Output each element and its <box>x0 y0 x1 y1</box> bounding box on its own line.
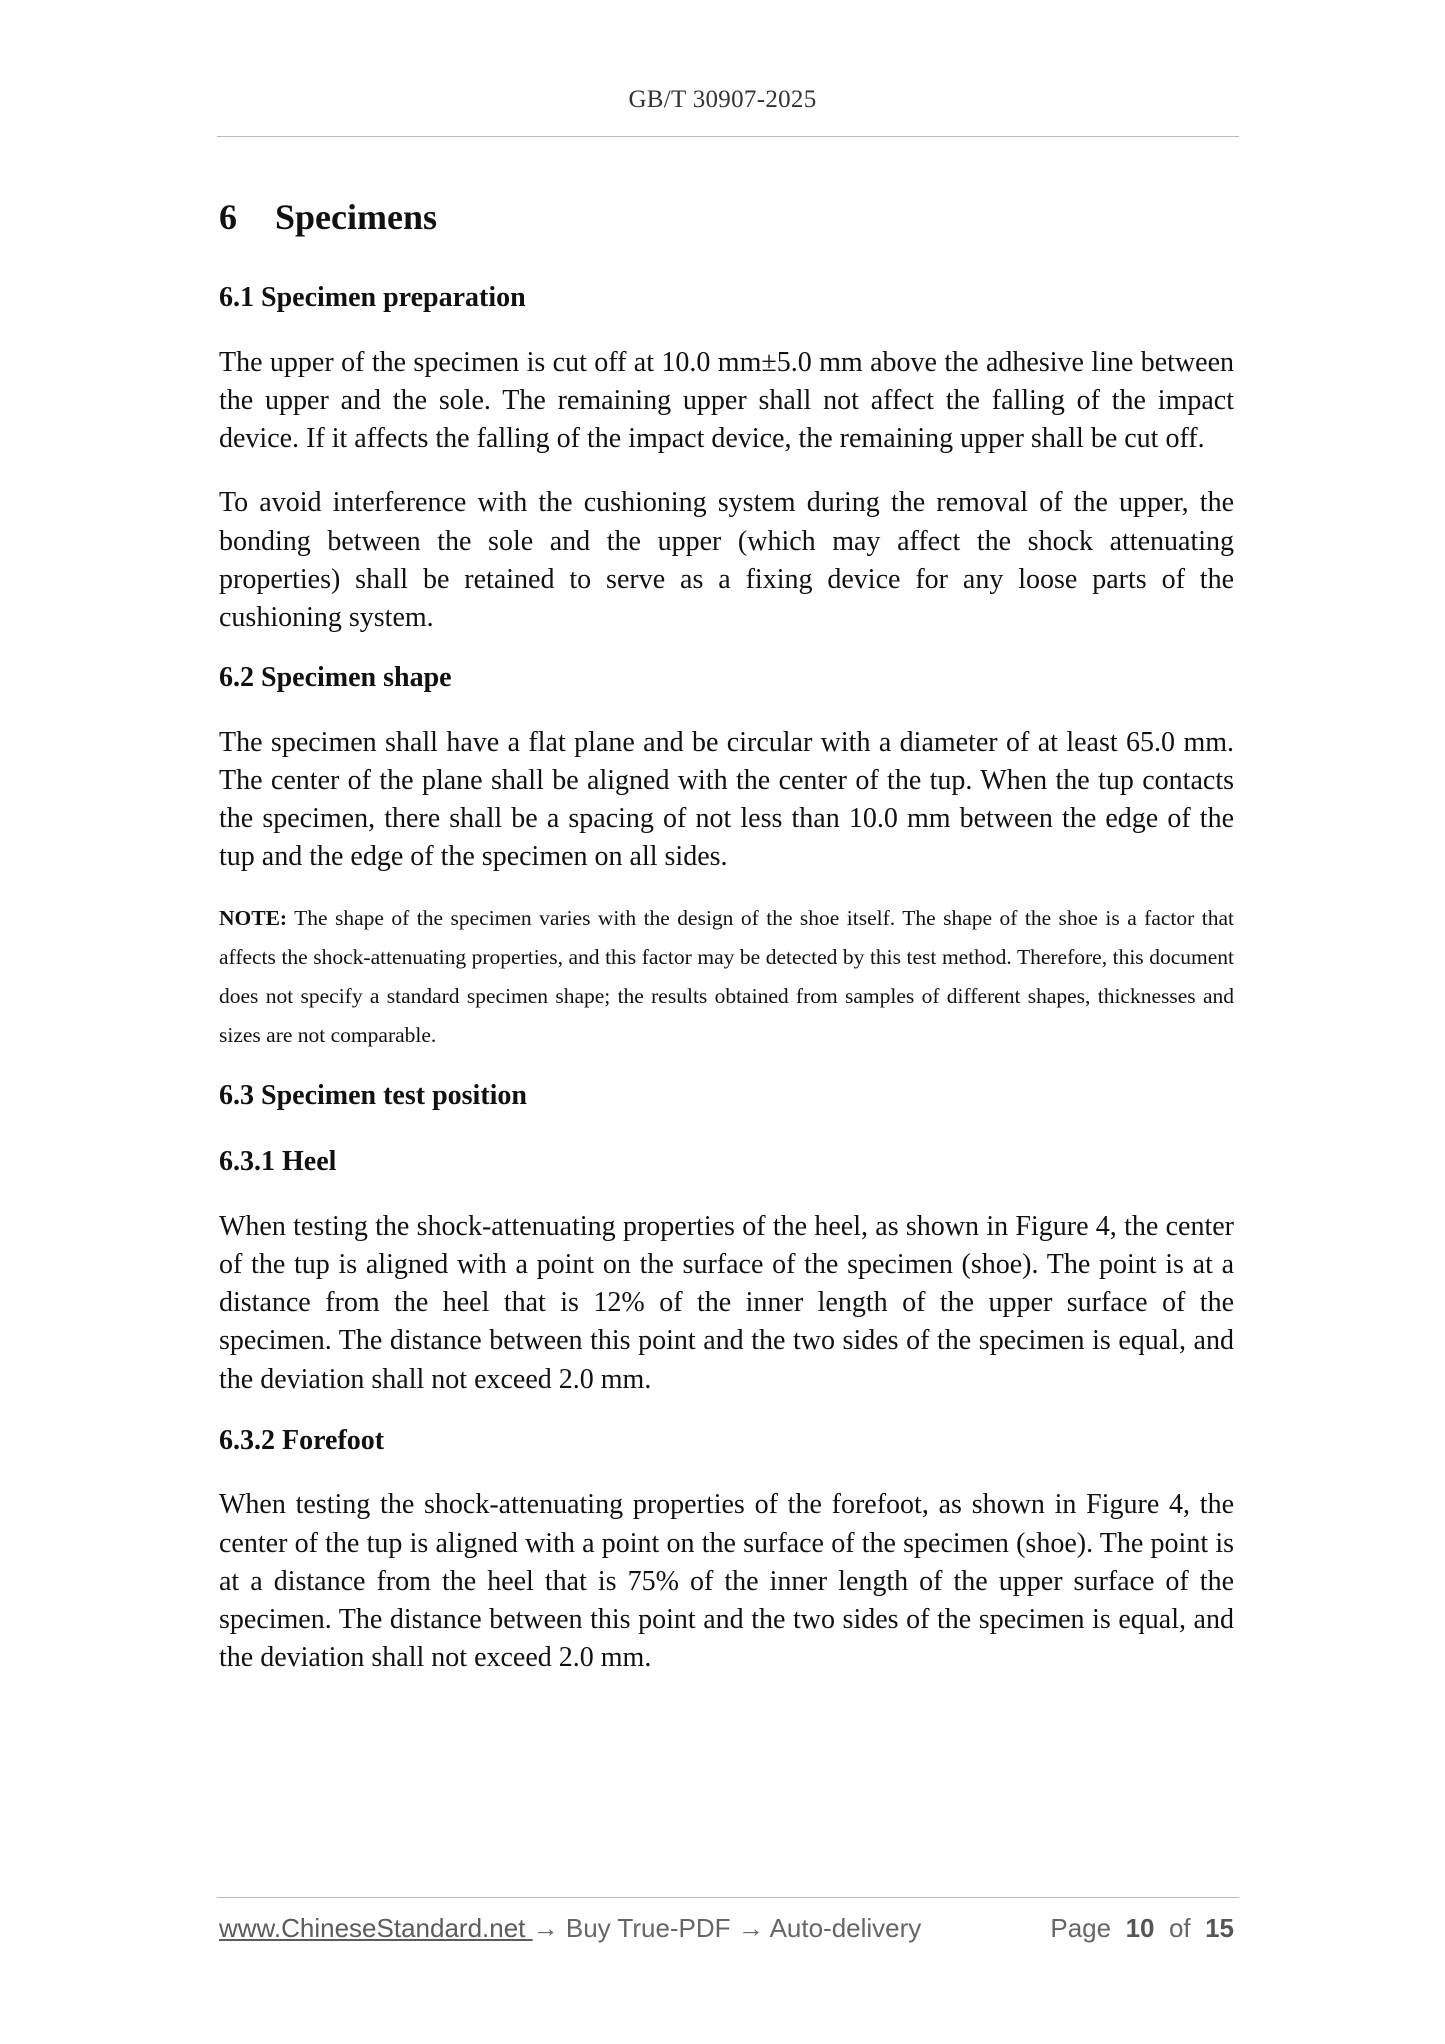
footer-links <box>219 1913 921 1944</box>
arrow-right-icon: → <box>737 1913 764 1943</box>
header-divider <box>217 136 1239 137</box>
heading-6-3: 6.3 Specimen test position <box>219 1079 527 1111</box>
note-label: NOTE: <box>219 905 288 930</box>
page-number: 10 <box>1125 1913 1155 1943</box>
section-number: 6 <box>219 197 237 237</box>
paragraph-6-2-1: The specimen shall have a flat plane and be circular with a diameter of at least 65.0 mm. The center of the plane shall be aligned with the center of the tup. When the tup contacts the specimen, there shall be a spacing of not less than 10.0 mm between the edge of the tup and the edge of the specimen on all sides. <box>219 726 1234 873</box>
heading-6-3-1: 6.3.1 Heel <box>219 1146 337 1178</box>
note-paragraph <box>219 899 1234 1055</box>
arrow-right-icon: → <box>532 1913 559 1943</box>
heading-6-2: 6.2 Specimen shape <box>219 662 452 694</box>
of-label: of <box>1168 1913 1191 1943</box>
footer-divider <box>217 1897 1239 1898</box>
heading-6-1: 6.1 Specimen preparation <box>219 282 526 314</box>
document-id-header: GB/T 30907-2025 <box>628 86 817 113</box>
paragraph-6-1-1: The upper of the specimen is cut off at 10.0 mm±5.0 mm above the adhesive line between the upper and the sole. The remaining upper shall not affect the falling of the impact device. If it affects the falling of the impact device, the remaining upper shall be cut off. <box>219 346 1234 455</box>
page-content <box>219 196 1234 1677</box>
paragraph-6-3-1: When testing the shock-attenuating properties of the heel, as shown in Figure 4, the center of the tup is aligned with a point on the surface of the specimen (shoe). The point is at a distance from the heel that is 12% of the inner length of the upper surface of the specimen. The distance between this point and the two sides of the specimen is equal, and the deviation shall not exceed 2.0 mm. <box>219 1210 1234 1395</box>
buy-true-pdf-text: Buy True-PDF <box>558 1913 738 1943</box>
paragraph-6-1-2: To avoid interference with the cushioning system during the removal of the upper, the bonding between the sole and the upper (which may affect the shock attenuating properties) shall be retained to serve as a fixing device for any loose parts of the cushioning system. <box>219 487 1234 633</box>
site-link[interactable]: www.ChineseStandard.net <box>219 1913 533 1943</box>
page-footer <box>219 1913 1234 1949</box>
page-total: 15 <box>1205 1913 1234 1943</box>
page-indicator <box>1050 1913 1234 1944</box>
page-label: Page <box>1050 1913 1112 1943</box>
heading-6-3-2: 6.3.2 Forefoot <box>219 1424 385 1456</box>
section-heading <box>219 196 1234 239</box>
section-title: Specimens <box>275 197 437 237</box>
note-text: The shape of the specimen varies with the design of the shoe itself. The shape of the shoe is a factor that affects the shock-attenuating properties, and this factor may be detected by this test method. Therefore, this document does not specify a standard specimen shape; the results obtained from samples of different shapes, thicknesses and sizes are not comparable. <box>219 905 1234 1047</box>
auto-delivery-text: Auto-delivery <box>763 1913 922 1943</box>
paragraph-6-3-2: When testing the shock-attenuating properties of the forefoot, as shown in Figure 4, the center of the tup is aligned with a point on the surface of the specimen (shoe). The point is at a distance from the heel that is 75% of the inner length of the upper surface of the specimen. The distance between this point and the two sides of the specimen is equal, and the deviation shall not exceed 2.0 mm. <box>219 1489 1234 1674</box>
